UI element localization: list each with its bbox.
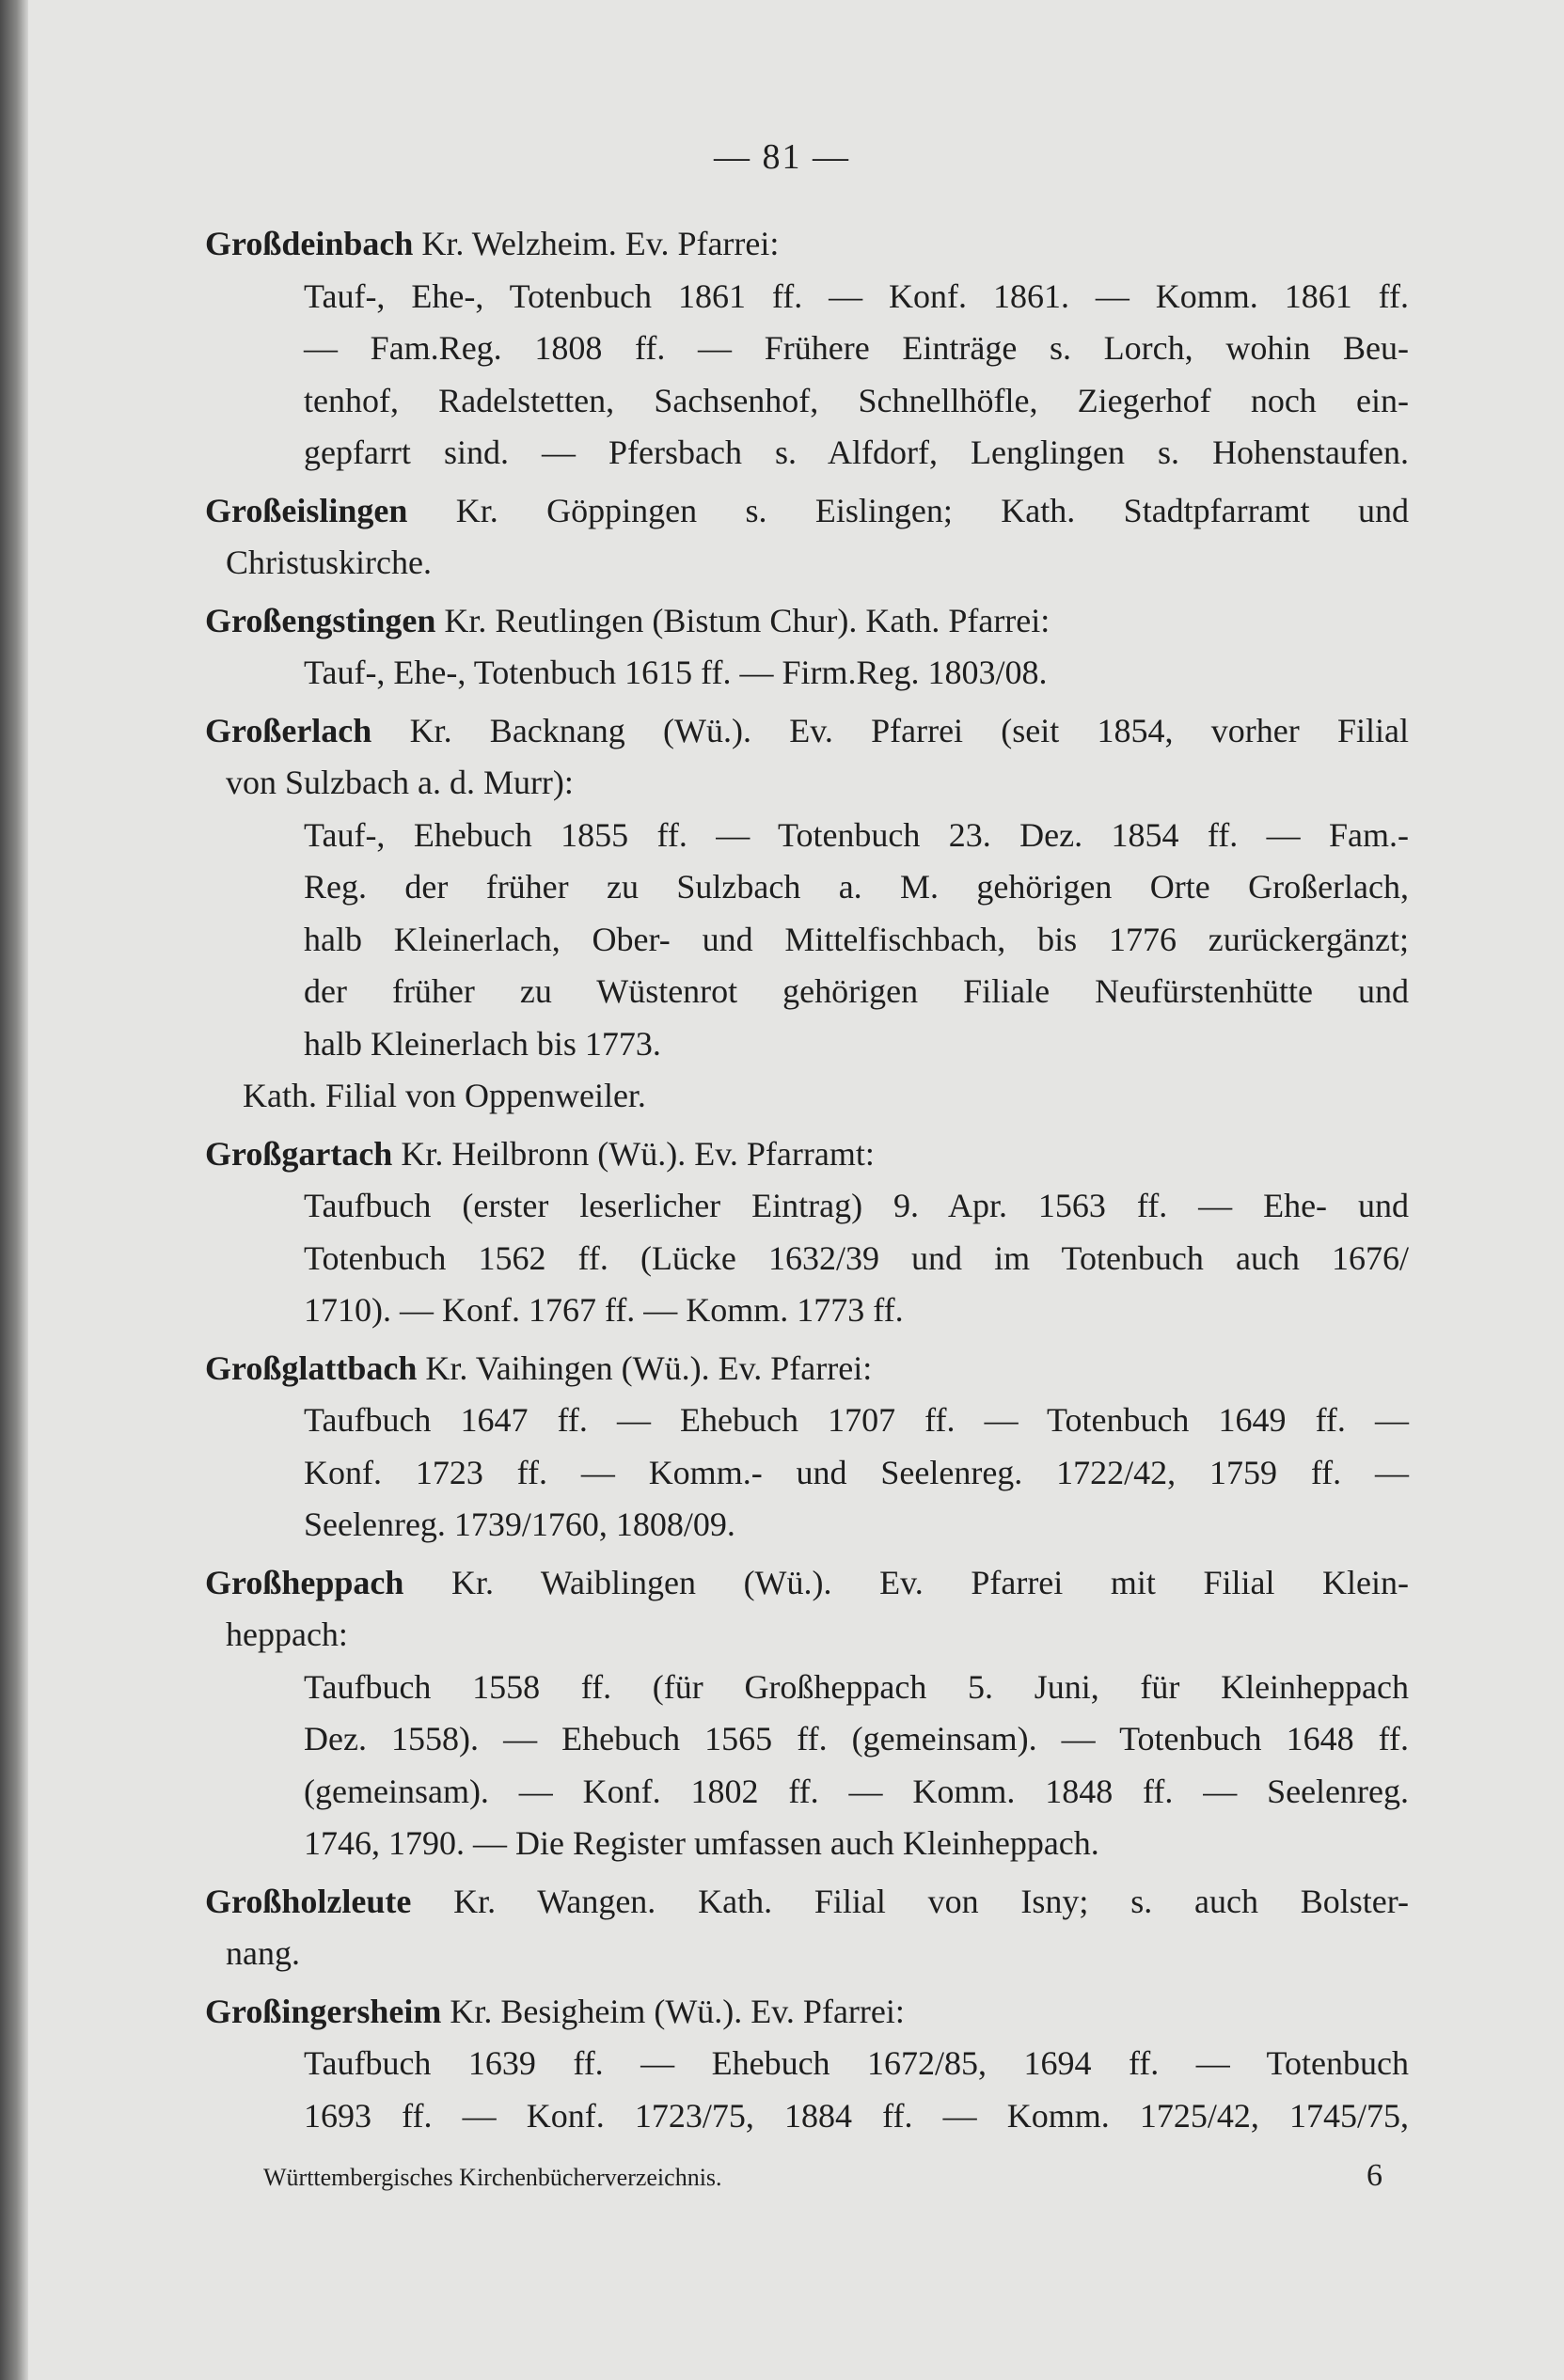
line-text: Taufbuch (erster leserlicher Eintrag) 9. Apr. 1563 ff. — Ehe- und: [304, 1187, 1409, 1224]
text-line: [0, 1285, 1564, 1337]
line-text: Taufbuch 1647 ff. — Ehebuch 1707 ff. — Totenbuch 1649 ff. —: [304, 1401, 1409, 1439]
text-line: [0, 966, 1564, 1018]
line-text: 1693 ff. — Konf. 1723/75, 1884 ff. — Komm. 1725/42, 1745/75,: [304, 2096, 1409, 2135]
entry-text: Kr. Welzheim. Ev. Pfarrei:: [421, 225, 780, 262]
footer-title: Württembergisches Kirchenbücherverzeichnis.: [263, 2164, 722, 2191]
line-text: Totenbuch 1562 ff. (Lücke 1632/39 und im Totenbuch auch 1676/: [304, 1238, 1409, 1277]
line-text: halb Kleinerlach bis 1773.: [304, 1024, 661, 1063]
entry-headword: Großholzleute: [205, 1882, 412, 1920]
signature-mark: 6: [1367, 2158, 1382, 2193]
entry-headword: Großglattbach: [205, 1348, 418, 1387]
register-entry: [0, 1876, 1564, 1980]
entry-text: Kr. Wangen. Kath. Filial von Isny; s. auch Bolster-: [453, 1882, 1410, 1920]
text-line: [0, 323, 1564, 375]
line-text: heppach:: [226, 1616, 348, 1653]
line-text: (gemeinsam). — Konf. 1802 ff. — Komm. 1848 ff. — Seelenreg.: [304, 1772, 1409, 1810]
line-text: Tauf-, Ehe-, Totenbuch 1861 ff. — Konf. 1861. — Komm. 1861 ff.: [304, 276, 1409, 315]
register-entry: [0, 705, 1564, 1123]
entry-text: Kr. Göppingen s. Eislingen; Kath. Stadtpfarramt und: [455, 491, 1409, 529]
text-line: [0, 1233, 1564, 1285]
line-text: von Sulzbach a. d. Murr):: [226, 764, 574, 801]
text-line: [0, 485, 1564, 538]
entry-text: Kr. Reutlingen (Bistum Chur). Kath. Pfarrei:: [444, 601, 1051, 639]
text-line: [0, 537, 1564, 590]
text-line: [0, 1395, 1564, 1447]
text-line: [0, 427, 1564, 480]
register-entry: [0, 485, 1564, 590]
entry-text: Kr. Besigheim (Wü.). Ev. Pfarrei:: [450, 1992, 905, 2030]
text-line: [0, 595, 1564, 648]
line-text: 1710). — Konf. 1767 ff. — Komm. 1773 ff.: [304, 1291, 904, 1329]
line-text: Taufbuch 1639 ff. — Ehebuch 1672/85, 1694 ff. — Totenbuch: [304, 2044, 1409, 2082]
text-line: [0, 271, 1564, 323]
text-line: [0, 1766, 1564, 1819]
entry-headword: Großengstingen: [205, 601, 436, 639]
line-text: [205, 1557, 1409, 1610]
line-text: 1746, 1790. — Die Register umfassen auch Kleinheppach.: [304, 1824, 1099, 1862]
register-entry: [0, 218, 1564, 480]
text-line: [0, 1928, 1564, 1980]
line-text: — Fam.Reg. 1808 ff. — Frühere Einträge s. Lorch, wohin Beu-: [304, 329, 1409, 367]
text-line: [0, 757, 1564, 810]
text-line: [0, 1343, 1564, 1395]
entry-headword: Großeislingen: [205, 491, 408, 529]
text-line: [0, 1499, 1564, 1552]
text-line: [0, 2090, 1564, 2143]
entry-text: Kr. Backnang (Wü.). Ev. Pfarrei (seit 1854, vorher Filial: [409, 711, 1409, 749]
line-text: [205, 1986, 1409, 2039]
text-line: [0, 1070, 1564, 1123]
line-text: der früher zu Wüstenrot gehörigen Filiale Neufürstenhütte und: [304, 972, 1409, 1010]
text-line: [0, 914, 1564, 967]
text-line: [0, 1713, 1564, 1766]
register-entries: [0, 218, 1564, 2148]
text-line: [0, 2038, 1564, 2090]
line-text: [205, 218, 1409, 271]
entry-text: Kr. Heilbronn (Wü.). Ev. Pfarramt:: [401, 1134, 875, 1173]
text-line: [0, 1662, 1564, 1714]
line-text: Konf. 1723 ff. — Komm.- und Seelenreg. 1722/42, 1759 ff. —: [304, 1453, 1409, 1491]
line-text: Taufbuch 1558 ff. (für Großheppach 5. Juni, für Kleinheppach: [304, 1667, 1409, 1706]
register-entry: [0, 1343, 1564, 1552]
register-entry: [0, 1128, 1564, 1337]
register-entry: [0, 595, 1564, 700]
text-line: [0, 705, 1564, 758]
line-text: [205, 1128, 1409, 1181]
line-text: Dez. 1558). — Ehebuch 1565 ff. (gemeinsam). — Totenbuch 1648 ff.: [304, 1720, 1409, 1757]
line-text: Tauf-, Ehebuch 1855 ff. — Totenbuch 23. Dez. 1854 ff. — Fam.-: [304, 815, 1409, 854]
entry-text: Kr. Vaihingen (Wü.). Ev. Pfarrei:: [425, 1348, 873, 1387]
text-line: [0, 861, 1564, 914]
text-line: [0, 1018, 1564, 1071]
text-line: [0, 1447, 1564, 1500]
text-line: [0, 375, 1564, 428]
line-text: [205, 1343, 1409, 1395]
register-entry: [0, 1557, 1564, 1870]
line-text: Seelenreg. 1739/1760, 1808/09.: [304, 1505, 735, 1543]
text-line: [0, 218, 1564, 271]
text-line: [0, 1609, 1564, 1662]
text-line: [0, 1876, 1564, 1929]
text-line: [0, 1986, 1564, 2039]
line-text: Tauf-, Ehe-, Totenbuch 1615 ff. — Firm.Reg. 1803/08.: [304, 654, 1048, 691]
text-line: [0, 1818, 1564, 1870]
line-text: nang.: [226, 1934, 300, 1972]
page-number: — 81 —: [714, 137, 850, 177]
line-text: Christuskirche.: [226, 544, 432, 581]
entry-headword: Großgartach: [205, 1134, 393, 1173]
line-text: [205, 485, 1409, 538]
line-text: tenhof, Radelstetten, Sachsenhof, Schnellhöfle, Ziegerhof noch ein-: [304, 381, 1409, 419]
line-text: [205, 595, 1409, 648]
entry-headword: Großdeinbach: [205, 225, 414, 262]
text-line: [0, 1557, 1564, 1610]
text-line: [0, 647, 1564, 700]
entry-text: Kr. Waiblingen (Wü.). Ev. Pfarrei mit Filial Klein-: [451, 1563, 1410, 1601]
line-text: halb Kleinerlach, Ober- und Mittelfischbach, bis 1776 zurückergänzt;: [304, 920, 1409, 958]
line-text: [205, 705, 1409, 758]
entry-headword: Großheppach: [205, 1563, 404, 1601]
line-text: Reg. der früher zu Sulzbach a. M. gehörigen Orte Großerlach,: [304, 868, 1409, 906]
register-entry: [0, 1986, 1564, 2143]
page-footer: [263, 2158, 1382, 2194]
text-line: [0, 1180, 1564, 1233]
line-text: Kath. Filial von Oppenweiler.: [243, 1077, 646, 1114]
line-text: [205, 1876, 1409, 1929]
entry-headword: Großingersheim: [205, 1992, 442, 2030]
line-text: gepfarrt sind. — Pfersbach s. Alfdorf, Lenglingen s. Hohenstaufen.: [304, 433, 1409, 471]
entry-headword: Großerlach: [205, 711, 372, 749]
text-line: [0, 1128, 1564, 1181]
text-line: [0, 810, 1564, 862]
